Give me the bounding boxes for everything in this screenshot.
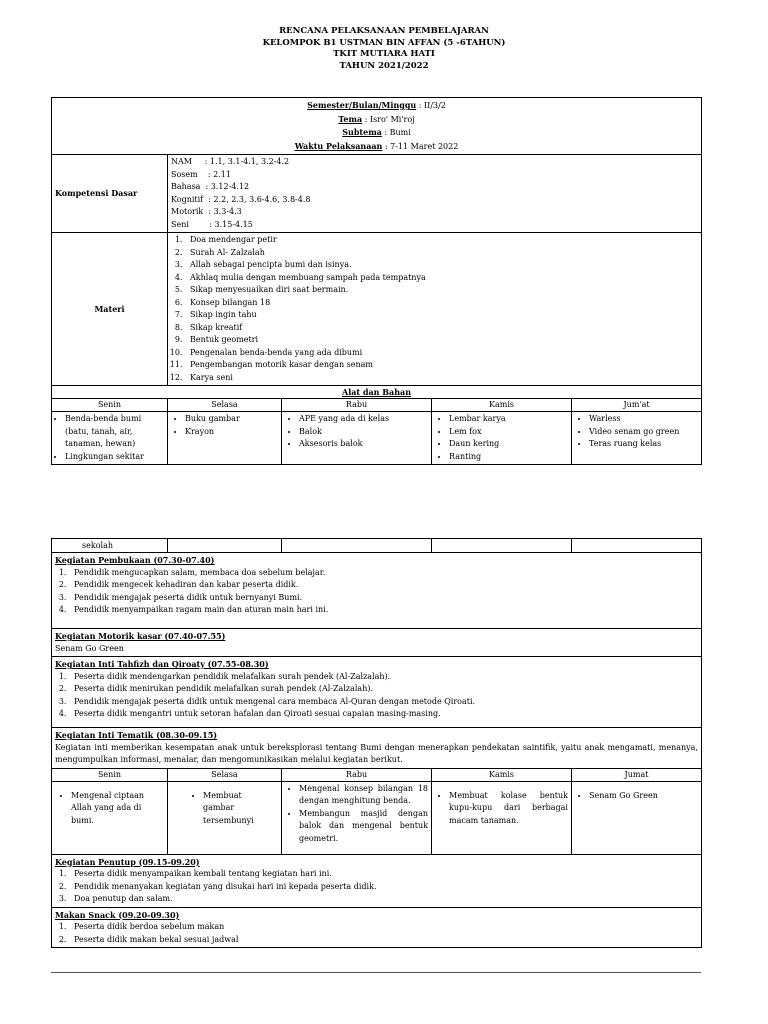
alat-item: • Buku gambar [185,413,278,426]
tema-label: Tema [338,113,363,124]
snack-item: 2. Peserta didik makan bekal sesuai jadwal [69,934,698,947]
alat-item: • Balok [299,426,428,439]
penutup-item: 1. Peserta didik menyampaikan kembali tentang kegiatan hari ini. [69,868,698,881]
footer-rule [51,972,701,973]
penutup-section [52,854,702,907]
kompetensi-item: NAM : 1.1, 3.1-4.1, 3.2-4.2 [171,157,290,166]
snack-title: Makan Snack (09.20-09.30) [55,909,180,920]
tematik-item: • Membuat kolase bentuk kupu-kupu dari berbagai macam tanaman. [449,790,568,828]
alat-item: • Warless [589,413,698,426]
materi-item: 2. Surah Al- Zalzalah [185,247,698,260]
materi-item: 4. Akhlaq mulia dengan membuang sampah pada tempatnya [185,272,698,285]
tematik-day-selasa: Selasa [168,768,282,781]
tematik-kamis [432,781,572,854]
header-school: TKIT MUTIARA HATI [333,49,435,59]
tahfizh-item: 4. Peserta didik mengantri untuk setoran hafalan dan Qiroati sesuai capaian masing-masing. [69,708,698,721]
tematik-selasa [168,781,282,854]
tematik-rabu [282,781,432,854]
materi-item: 12. Karya seni [185,372,698,385]
empty-cell [572,539,702,553]
empty-cell [168,539,282,553]
tahfizh-item: 1. Peserta didik mendengarkan pendidik melafalkan surah pendek (Al-Zalzalah). [69,671,698,684]
pembukaan-title: Kegiatan Pembukaan (07.30-07.40) [55,555,215,565]
tematik-day-jumat: Jumat [572,768,702,781]
kompetensi-item: Kognitif : 2.2, 2.3, 3.6-4.6, 3.8-4.8 [171,194,311,204]
alat-senin-cont: sekolah [52,539,168,553]
tahfizh-title: Kegiatan Inti Tahfizh dan Qiroaty (07.55-08.30) [55,659,269,669]
tematik-title: Kegiatan Inti Tematik (08.30-09.15) [55,730,218,740]
alat-rabu [282,412,432,465]
waktu-value: : 7-11 Maret 2022 [382,141,459,151]
alat-item: • Teras ruang kelas [589,438,698,451]
alat-item: • Aksesoris balok [299,438,428,451]
materi-item: 3. Allah sebagai pencipta bumi dan isinya. [185,259,698,272]
kompetensi-item: Sosem : 2.11 [171,169,231,179]
pembukaan-item: 4. Pendidik menyampaikan ragam main dan aturan main hari ini. [69,604,698,617]
kompetensi-item: Motorik : 3.3-4.3 [171,207,242,216]
tematik-day-senin: Senin [52,768,168,781]
penutup-item: 3. Doa penutup dan salam. [69,893,698,906]
tematik-text: Kegiatan inti memberikan kesempatan anak untuk bereksplorasi tentang Bumi dengan menerapkan pendekatan saintifik, yaitu anak mengamati, menanya, mengumpulkan informasi, menalar, dan mengomunikasikan melalui kegiatan berikut. [55,742,698,764]
empty-cell [432,539,572,553]
rpp-table-top [51,97,702,465]
semester-label: Semester/Bulan/Minggu [307,100,417,110]
tematik-item: • Mengenal konsep bilangan 18 dengan menghitung benda. [299,783,428,808]
tematik-section [52,728,702,769]
tematik-item: • Membuat gambar tersembunyi [203,790,243,828]
tematik-day-rabu: Rabu [282,768,432,781]
alat-day-kamis: Kamis [432,399,572,412]
info-cell [52,98,702,155]
header-title: RENCANA PELAKSANAAN PEMBELAJARAN [279,26,489,36]
tematik-day-kamis: Kamis [432,768,572,781]
tahfizh-section [52,657,702,728]
materi-item: 9. Bentuk geometri [185,334,698,347]
alat-item: • Video senam go green [589,426,698,439]
tematik-jumat [572,781,702,854]
alat-selasa [168,412,282,465]
materi-item: 5. Sikap menyesuaikan diri saat bermain. [185,284,698,297]
alat-item: • Krayon [185,426,278,439]
header-group: KELOMPOK B1 USTMAN BIN AFFAN (5 -6TAHUN) [262,37,506,48]
alat-day-selasa: Selasa [168,399,282,412]
alat-day-jumat: Jum'at [572,399,702,412]
materi-item: 8. Sikap kreatif [185,322,698,335]
penutup-title: Kegiatan Penutup (09.15-09.20) [55,856,200,867]
alat-title: Alat dan Bahan [52,386,702,399]
motorik-text: Senam Go Green [55,643,124,653]
subtema-value: : Bumi [381,128,411,137]
penutup-item: 2. Pendidik menanyakan kegiatan yang disukai hari ini kepada peserta didik. [69,881,698,894]
tematik-item: • Senam Go Green [589,790,698,803]
header-year: TAHUN 2021/2022 [339,60,429,71]
materi-item: 10. Pengenalan benda-benda yang ada dibumi [185,347,698,360]
alat-day-rabu: Rabu [282,399,432,412]
alat-item: • Lem fox [449,426,568,439]
pembukaan-item: 1. Pendidik mengucapkan salam, membaca doa sebelum belajar. [69,567,698,580]
kompetensi-label: Kompetensi Dasar [52,155,168,233]
alat-item: • Daun kering [449,438,568,451]
tematik-item: • Membangun masjid dengan balok dan mengenal bentuk geometri. [299,808,428,846]
motorik-section [52,629,702,657]
document-header [0,26,768,72]
semester-value: : II/3/2 [416,101,446,110]
tematik-item: • Mengenal ciptaan Allah yang ada di bumi. [71,790,164,828]
tahfizh-item: 3. Pendidik mengajak peserta didik untuk mengenal cara membaca Al-Quran dengan metode Qiroati. [69,696,698,709]
tema-value: : Isro' Mi'roj [362,114,415,124]
alat-item: • APE yang ada di kelas [299,413,428,426]
waktu-label: Waktu Pelaksanaan [294,140,383,151]
materi-label: Materi [52,233,168,386]
pembukaan-item: 2. Pendidik mengecek kehadiran dan kabar peserta didik. [69,579,698,592]
materi-item: 6. Konsep bilangan 18 [185,297,698,310]
rpp-table-bottom [51,538,702,948]
alat-item: • Ranting [449,451,568,464]
motorik-title: Kegiatan Motorik kasar (07.40-07.55) [55,631,226,641]
alat-item: • Benda-benda bumi (batu, tanah, air, tanaman, hewan) [65,413,164,451]
materi-item: 11. Pengembangan motorik kasar dengan senam [185,359,698,372]
alat-item: • Lingkungan sekitar [65,451,164,464]
snack-section [52,907,702,948]
materi-item: 1. Doa mendengar petir [185,234,698,247]
kompetensi-item: Bahasa : 3.12-4.12 [171,182,250,191]
alat-jumat [572,412,702,465]
pembukaan-item: 3. Pendidik mengajak peserta didik untuk bernyanyi Bumi. [69,592,698,605]
materi-item: 7. Sikap ingin tahu [185,309,698,322]
subtema-label: Subtema [342,127,382,137]
kompetensi-item: Seni : 3.15-4.15 [171,219,253,229]
alat-day-senin: Senin [52,399,168,412]
alat-senin [52,412,168,465]
tahfizh-item: 2. Peserta didik menirukan pendidik melafalkan surah pendek (Al-Zalzalah). [69,683,698,696]
snack-item: 1. Peserta didik berdoa sebelum makan [69,921,698,934]
tematik-senin [52,781,168,854]
alat-kamis [432,412,572,465]
pembukaan-section [52,553,702,629]
materi-list [168,233,702,386]
empty-cell [282,539,432,553]
kompetensi-list [168,155,702,233]
alat-item: • Lembar karya [449,413,568,426]
